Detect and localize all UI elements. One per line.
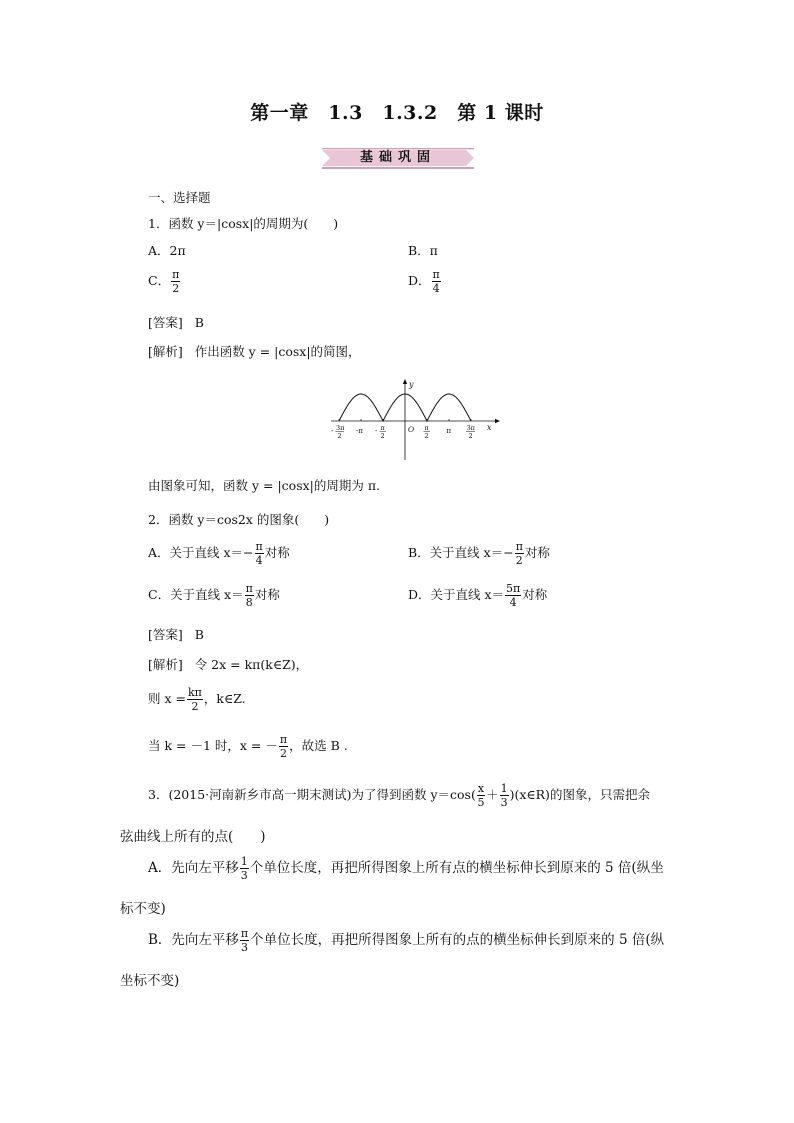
q3-stem-line1 [148, 783, 650, 808]
q2-analysis-line2 [148, 687, 246, 712]
q1-option-d-numerator: π [432, 268, 440, 281]
q2-answer [148, 625, 204, 643]
q3-stem-part-a: 3．(2015·河南新乡市高一期末测试)为了得到函数 y＝cos( [148, 787, 476, 802]
q2-option-d-suffix: 对称 [522, 587, 548, 602]
origin-label: O [408, 425, 415, 434]
q2-option-b-numerator: π [515, 540, 523, 553]
q2-option-b-label: B．关于直线 x＝− [408, 545, 514, 560]
q3-stem-line2: 弦曲线上所有的点( ) [120, 829, 266, 845]
q2-option-d-label: D．关于直线 x＝ [408, 587, 505, 602]
q2-line3-prefix: 当 k = －1 时，x = － [148, 738, 278, 753]
banner-label: 基础巩固 [359, 150, 436, 165]
tick-label-3pi-2-den: 2 [468, 432, 473, 440]
q2-line3-numerator: π [279, 733, 288, 746]
tick-label-neg-3pi-2-num: 3π [336, 424, 345, 432]
tick-label-neg-pi-2-num: π [380, 424, 385, 432]
q2-option-c-label: C．关于直线 x＝ [148, 587, 244, 602]
q1-analysis-label: [解析] [148, 344, 183, 359]
q1-option-d-fraction [432, 269, 441, 294]
q3-option-a-fraction [240, 856, 249, 881]
q1-option-d [408, 269, 442, 294]
x-axis-arrow-icon [495, 419, 500, 423]
y-axis-label: y [409, 380, 414, 389]
q3-option-a-numerator: 1 [240, 855, 248, 868]
q2-option-d-numerator: 5π [506, 582, 521, 595]
q1-answer-value: B [194, 315, 204, 330]
tick-label-neg-pi: -π [356, 427, 363, 435]
page-title: 第一章 1.3 1.3.2 第 1 课时 [250, 102, 544, 124]
q2-line3-fraction [279, 734, 288, 759]
q1-conclusion: 由图象可知，函数 y = |cosx|的周期为 π. [148, 478, 381, 493]
q2-option-d-fraction [505, 583, 521, 608]
q2-option-c-denominator: 8 [245, 596, 253, 609]
q2-option-b [408, 541, 550, 566]
q3-option-b-numerator: π [240, 927, 249, 940]
tick-label-neg-3pi-2-den: 2 [337, 432, 342, 440]
section-banner [322, 148, 474, 170]
q3-option-b-line2: 坐标不变) [120, 973, 180, 989]
q3-stem-plus: ＋ [486, 787, 499, 802]
q2-option-a-denominator: 4 [255, 554, 263, 567]
q2-option-b-suffix: 对称 [524, 545, 550, 560]
q1-option-c [148, 269, 181, 294]
q2-option-a-numerator: π [255, 540, 263, 553]
tick-label-neg-pi-2-sign: - [375, 427, 378, 435]
q3-option-b-label: B．先向左平移 [148, 932, 239, 948]
q2-line3-suffix: ，故选 B . [289, 738, 348, 753]
q3-stem-fraction-2 [500, 783, 509, 808]
q1-analysis-text: 作出函数 y = |cosx|的简图， [194, 344, 361, 359]
tick-label-pi: π [446, 427, 452, 435]
q3-stem-fraction-2-den: 3 [500, 796, 508, 809]
q2-option-c [148, 583, 280, 608]
cos-abs-graph [329, 378, 501, 462]
section-label: 一、选择题 [148, 190, 211, 205]
q1-option-d-label: D． [408, 273, 431, 288]
q3-option-a-denominator: 3 [240, 869, 248, 882]
q3-stem-part-b: )(x∈R)的图象，只需把余 [509, 787, 650, 802]
x-axis-label: x [487, 423, 492, 432]
q2-answer-value: B [194, 627, 204, 642]
y-axis-arrow-icon [403, 379, 407, 384]
q2-analysis-line3 [148, 734, 348, 759]
q2-analysis-label: [解析] [148, 657, 183, 672]
q1-option-c-fraction [171, 269, 180, 294]
q2-option-b-fraction [515, 541, 524, 566]
q3-option-b-fraction [240, 928, 249, 953]
q3-option-a-line2: 标不变) [120, 901, 166, 917]
q2-option-a-fraction [255, 541, 264, 566]
q1-option-b: B．π [408, 243, 438, 258]
q2-option-a-suffix: 对称 [264, 545, 290, 560]
q2-option-b-denominator: 2 [515, 554, 523, 567]
q2-analysis [148, 655, 308, 673]
q1-answer [148, 313, 204, 331]
q2-answer-label: [答案] [148, 627, 183, 642]
q2-stem: 2．函数 y＝cos2x 的图象( ) [148, 512, 330, 527]
q3-stem-fraction-2-num: 1 [500, 782, 508, 795]
q2-option-a [148, 541, 290, 566]
q2-line2-suffix: ，k∈Z. [203, 691, 246, 706]
q1-option-a: A．2π [148, 243, 186, 258]
q2-analysis-text: 令 2x = kπ(k∈Z)， [194, 657, 309, 672]
q3-option-b [148, 928, 664, 953]
q3-stem-fraction-1 [477, 783, 485, 808]
q2-line2-denominator: 2 [191, 700, 199, 713]
q2-option-d-denominator: 4 [509, 596, 517, 609]
tick-label-pi-2-num: π [424, 424, 429, 432]
q2-option-c-suffix: 对称 [254, 587, 280, 602]
q2-option-a-label: A．关于直线 x＝− [148, 545, 254, 560]
q2-line2-prefix: 则 x = [148, 691, 186, 706]
q1-option-c-label: C． [148, 273, 171, 288]
q3-option-a-label: A．先向左平移 [148, 860, 239, 876]
tick-label-pi-2-den: 2 [424, 432, 429, 440]
q2-line2-fraction [187, 687, 203, 712]
q1-option-c-denominator: 2 [172, 282, 180, 295]
q2-line3-denominator: 2 [279, 747, 287, 760]
q3-option-b-denominator: 3 [241, 941, 249, 954]
q1-option-d-denominator: 4 [432, 282, 440, 295]
tick-label-neg-pi-2-den: 2 [380, 432, 385, 440]
q3-option-b-suffix: 个单位长度，再把所得图象上所有的点的横坐标伸长到原来的 5 倍(纵 [250, 932, 665, 948]
tick-label-3pi-2-num: 3π [466, 424, 475, 432]
q2-option-d [408, 583, 547, 608]
q2-option-c-numerator: π [245, 582, 253, 595]
q1-option-c-numerator: π [172, 268, 180, 281]
q1-stem: 1．函数 y＝|cosx|的周期为( ) [148, 216, 339, 231]
q3-stem-fraction-1-num: x [477, 782, 485, 795]
tick-label-neg-3pi-2-sign: - [331, 427, 334, 435]
q3-stem-fraction-1-den: 5 [477, 796, 485, 809]
q3-option-a [148, 856, 664, 881]
q1-answer-label: [答案] [148, 315, 183, 330]
q3-option-a-suffix: 个单位长度，再把所得图象上所有点的横坐标伸长到原来的 5 倍(纵坐 [249, 860, 664, 876]
q1-analysis [148, 342, 361, 360]
q2-option-c-fraction [245, 583, 254, 608]
q2-line2-numerator: kπ [187, 686, 202, 699]
